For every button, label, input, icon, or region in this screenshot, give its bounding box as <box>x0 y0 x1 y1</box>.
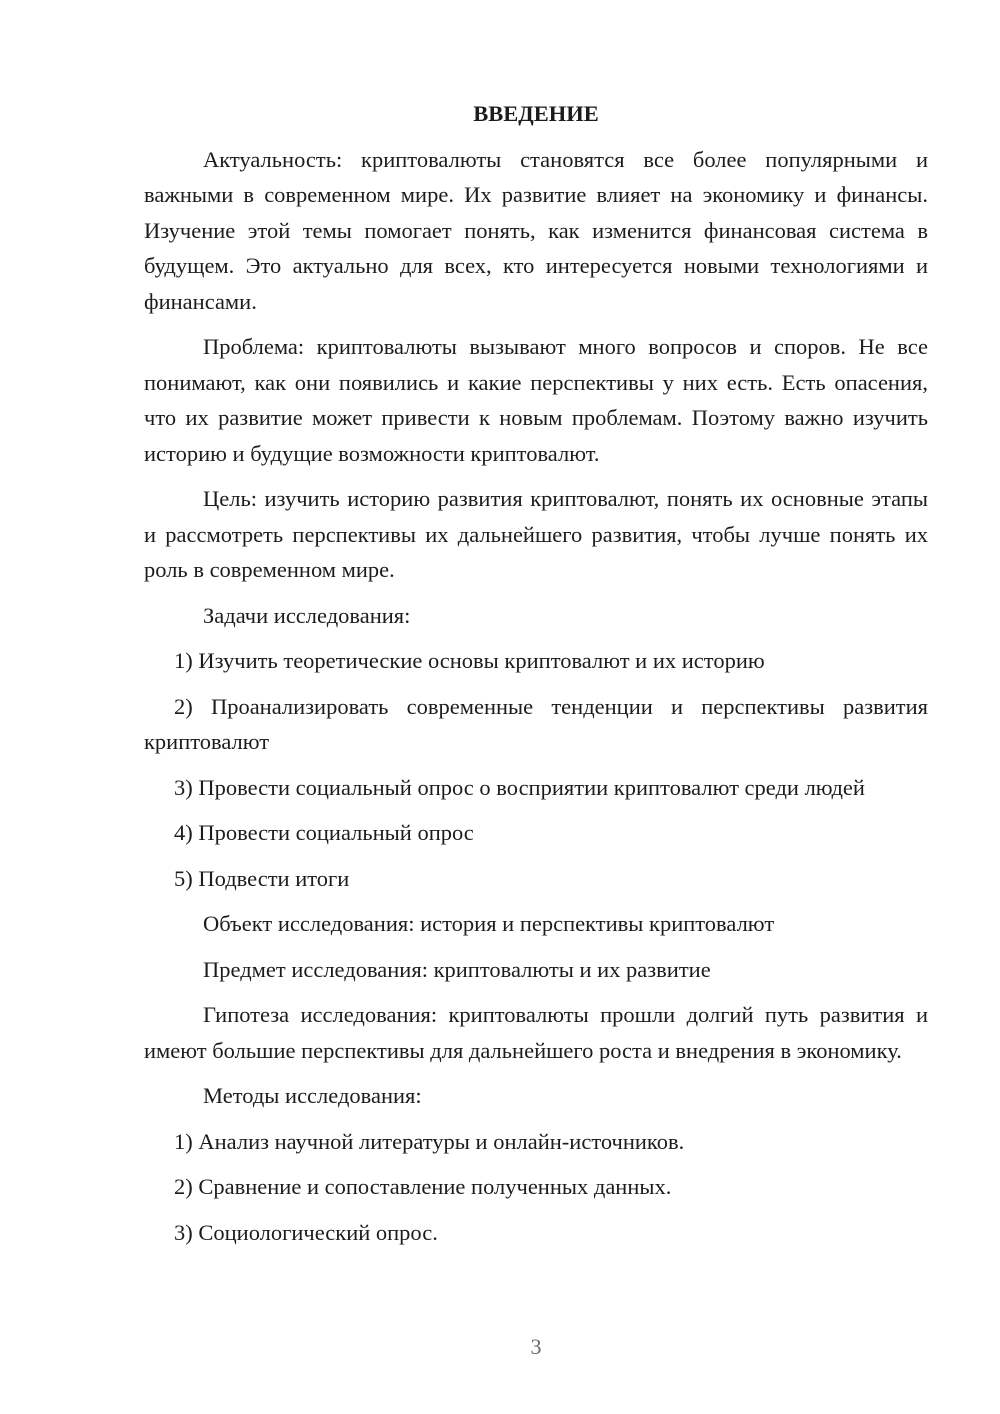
list-item: 3) Социологический опрос. <box>174 1219 438 1245</box>
list-item: 3) Провести социальный опрос о восприятии криптовалют среди людей <box>174 774 865 800</box>
methods-label: Методы исследования: <box>203 1083 422 1108</box>
list-item: 5) Подвести итоги <box>174 865 350 891</box>
problem-paragraph: Проблема: криптовалюты вызывают много вопросов и споров. Не все понимают, как они появились и какие перспективы у них есть. Есть опасения, что их развитие может привести к новым проблемам. Поэтому важно изучить историю и будущие возможности криптовалют. <box>144 334 928 466</box>
page-body <box>144 96 928 1260</box>
page-title: ВВЕДЕНИЕ <box>473 101 599 126</box>
list-item: 2) Сравнение и сопоставление полученных данных. <box>174 1174 672 1199</box>
object-paragraph: Объект исследования: история и перспективы криптовалют <box>203 911 775 936</box>
list-item: 2) Проанализировать современные тенденции и перспективы развития криптовалют <box>144 693 928 754</box>
subject-paragraph: Предмет исследования: криптовалюты и их развитие <box>203 956 711 982</box>
list-item: 4) Провести социальный опрос <box>174 820 474 845</box>
page-number: 3 <box>530 1334 542 1359</box>
methods-list <box>144 1124 928 1251</box>
list-item: 1) Анализ научной литературы и онлайн-источников. <box>174 1128 685 1154</box>
hypothesis-paragraph: Гипотеза исследования: криптовалюты прошли долгий путь развития и имеют большие перспективы для дальнейшего роста и внедрения в экономику. <box>144 1002 928 1063</box>
goal-paragraph: Цель: изучить историю развития криптовалют, понять их основные этапы и рассмотреть перспективы их дальнейшего развития, чтобы лучше понять их роль в современном мире. <box>144 486 928 582</box>
relevance-paragraph: Актуальность: криптовалюты становятся все более популярными и важными в современном мире. Их развитие влияет на экономику и финансы. Изучение этой темы помогает понять, как изменится финансовая система в будущем. Это актуально для всех, кто интересуется новыми технологиями и финансами. <box>144 146 928 314</box>
list-item: 1) Изучить теоретические основы криптовалют и их историю <box>174 648 765 673</box>
tasks-list <box>144 643 928 896</box>
tasks-label: Задачи исследования: <box>203 602 411 628</box>
